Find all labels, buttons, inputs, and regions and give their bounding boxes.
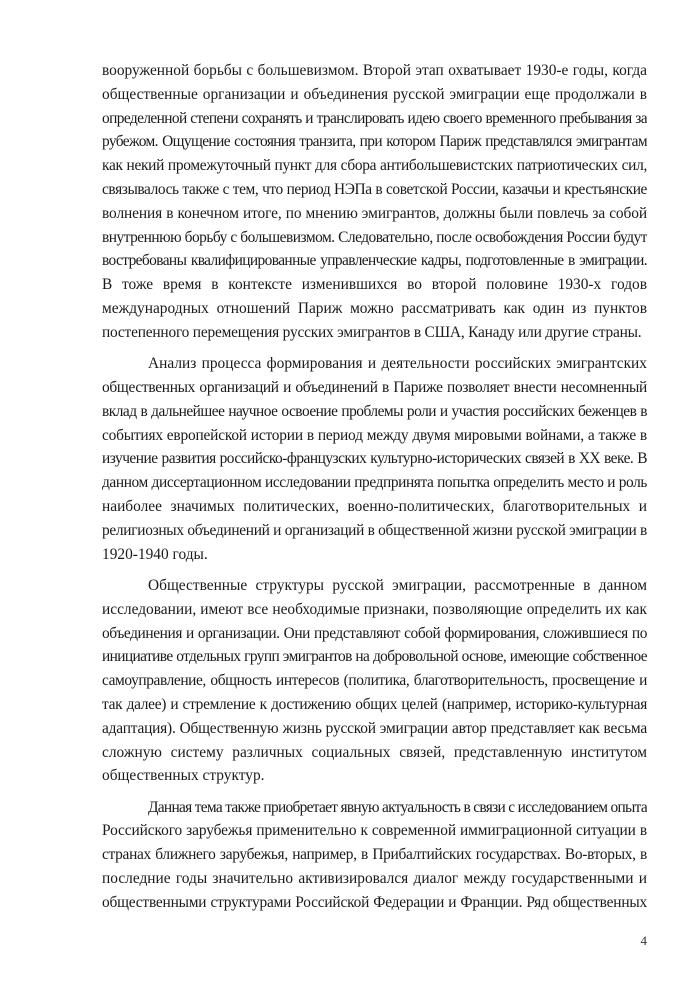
text-line: связывалось также с тем, что период НЭПа в советской России, казачьи и крестьянские <box>102 180 647 198</box>
text-line: 1920-1940 годы. <box>102 545 208 563</box>
text-line: данном диссертационном исследовании предпринята попытка определить место и роль <box>102 474 647 492</box>
text-line: наиболее значимых политических, военно-политических, благотворительных и <box>102 497 647 515</box>
text-line: вооруженной борьбы с большевизмом. Второй этап охватывает 1930-е годы, когда <box>102 62 647 79</box>
text-line: Анализ процесса формирования и деятельности российских эмигрантских <box>148 355 647 373</box>
text-line: исследовании, имеют все необходимые признаки, позволяющие определить их как <box>102 600 647 618</box>
text-line: общественные организации и объединения русской эмиграции еще продолжали в <box>102 85 647 103</box>
text-line: последние годы значительно активизировался диалог между государственными и <box>102 870 647 888</box>
body-text <box>102 59 647 922</box>
text-line: религиозных объединений и организаций в общественной жизни русской эмиграции в <box>102 521 647 539</box>
text-line: Данная тема также приобретает явную актуальность в связи с исследованием опыта <box>148 798 647 816</box>
text-line: международных отношений Париж можно рассматривать как один из пунктов <box>102 299 647 317</box>
text-line: вклад в дальнейшее научное освоение проблемы роли и участия российских беженцев в <box>102 402 647 420</box>
text-line: рубежом. Ощущение состояния транзита, при котором Париж представлялся эмигрантам <box>102 133 647 151</box>
text-line: востребованы квалифицированные управленческие кадры, подготовленные в эмиграции. <box>102 252 647 270</box>
text-line: самоуправление, общность интересов (политика, благотворительность, просвещение и <box>102 672 647 690</box>
text-line: Российского зарубежья применительно к современной иммиграционной ситуации в <box>102 822 647 840</box>
text-line: объединения и организации. Они представляют собой формирования, сложившиеся по <box>102 624 647 642</box>
text-line: Общественные структуры русской эмиграции, рассмотренные в данном <box>148 576 647 594</box>
text-line: как некий промежуточный пункт для сбора антибольшевистских патриотических сил, <box>102 157 647 175</box>
text-line: сложную систему различных социальных связей, представленную институтом <box>102 743 647 761</box>
paragraph-1 <box>102 59 647 345</box>
text-line: инициативе отдельных групп эмигрантов на добровольной основе, имеющие собственное <box>102 648 647 666</box>
paragraph-4 <box>102 796 647 915</box>
text-line: постепенного перемещения русских эмигрантов в США, Канаду или другие страны. <box>102 323 642 341</box>
text-line: В тоже время в контексте изменившихся во второй половине 1930-х годов <box>102 276 647 294</box>
text-line: изучение развития российско-французских культурно-исторических связей в XX веке. В <box>102 450 647 468</box>
text-line: странах ближнего зарубежья, например, в Прибалтийских государствах. Во-вторых, в <box>102 846 647 864</box>
text-line: адаптация). Общественную жизнь русской эмиграции автор представляет как весьма <box>102 719 647 737</box>
text-line: волнения в конечном итоге, по мнению эмигрантов, должны были повлечь за собой <box>102 204 647 222</box>
paragraph-2 <box>102 352 647 566</box>
text-line: определенной степени сохранять и транслировать идею своего временного пребывания за <box>102 109 647 127</box>
text-line: общественными структурами Российской Федерации и Франции. Ряд общественных <box>102 893 647 911</box>
text-line: внутреннюю борьбу с большевизмом. Следовательно, после освобождения России будут <box>102 228 647 246</box>
text-line: общественных структур. <box>102 767 265 785</box>
page-number: 4 <box>640 933 647 948</box>
text-line: общественных организаций и объединений в Париже позволяет внести несомненный <box>102 378 647 396</box>
paragraph-3 <box>102 574 647 788</box>
text-line: событиях европейской истории в период между двумя мировыми войнами, а также в <box>102 426 647 444</box>
text-line: так далее) и стремление к достижению общих целей (например, историко-культурная <box>102 695 647 713</box>
